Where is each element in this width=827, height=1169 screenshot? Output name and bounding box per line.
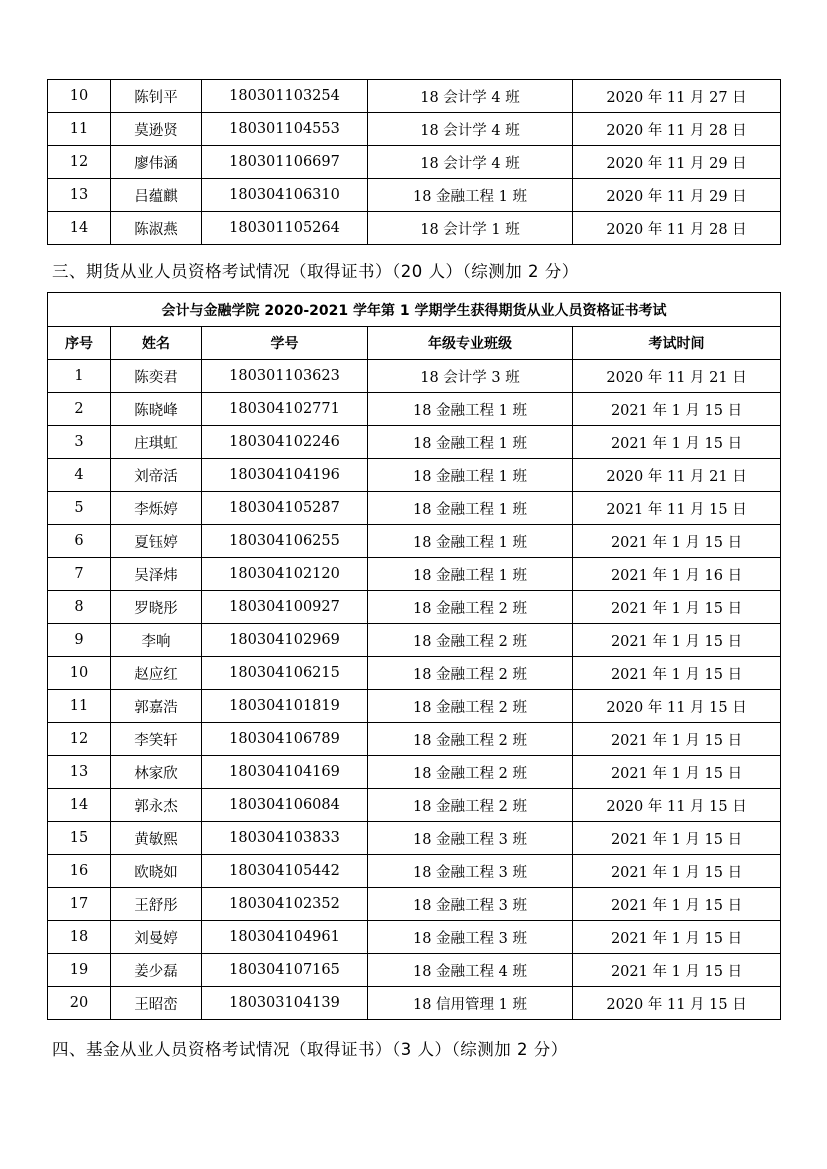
cell-date: 2021 年 1 月 15 日 (573, 624, 781, 657)
cell-no: 7 (48, 558, 111, 591)
cell-name: 廖伟涵 (111, 146, 202, 179)
cell-name: 林家欣 (111, 756, 202, 789)
table-row (48, 756, 781, 789)
cell-no: 17 (48, 888, 111, 921)
cell-class: 18 金融工程 2 班 (368, 657, 573, 690)
cell-name: 刘曼婷 (111, 921, 202, 954)
cell-class: 18 金融工程 2 班 (368, 591, 573, 624)
cell-name: 夏钰婷 (111, 525, 202, 558)
cell-date: 2021 年 11 月 15 日 (573, 492, 781, 525)
cell-date: 2021 年 1 月 15 日 (573, 525, 781, 558)
cell-name: 罗晓彤 (111, 591, 202, 624)
cell-student-id: 180304102969 (202, 624, 368, 657)
previous-exam-table (47, 79, 781, 245)
cell-date: 2020 年 11 月 29 日 (573, 179, 781, 212)
cell-date: 2020 年 11 月 27 日 (573, 80, 781, 113)
section-4-heading: 四、基金从业人员资格考试情况（取得证书）（3 人）（综测加 2 分） (52, 1040, 568, 1059)
table-row (48, 492, 781, 525)
cell-name: 吕蕴麒 (111, 179, 202, 212)
table-row (48, 855, 781, 888)
cell-name: 王舒彤 (111, 888, 202, 921)
cell-no: 11 (48, 690, 111, 723)
cell-class: 18 会计学 4 班 (368, 80, 573, 113)
header-no: 序号 (48, 327, 111, 360)
table-row (48, 459, 781, 492)
table-row (48, 723, 781, 756)
cell-student-id: 180304107165 (202, 954, 368, 987)
cell-date: 2020 年 11 月 15 日 (573, 987, 781, 1020)
table-row (48, 179, 781, 212)
cell-date: 2021 年 1 月 15 日 (573, 756, 781, 789)
cell-name: 王昭峦 (111, 987, 202, 1020)
cell-class: 18 金融工程 1 班 (368, 179, 573, 212)
table-row (48, 146, 781, 179)
cell-name: 李烁婷 (111, 492, 202, 525)
cell-student-id: 180304106215 (202, 657, 368, 690)
cell-name: 庄琪虹 (111, 426, 202, 459)
cell-no: 11 (48, 113, 111, 146)
cell-name: 李笑轩 (111, 723, 202, 756)
cell-no: 19 (48, 954, 111, 987)
cell-date: 2021 年 1 月 15 日 (573, 954, 781, 987)
cell-class: 18 金融工程 3 班 (368, 921, 573, 954)
cell-student-id: 180301103623 (202, 360, 368, 393)
cell-student-id: 180301105264 (202, 212, 368, 245)
cell-student-id: 180301103254 (202, 80, 368, 113)
cell-date: 2020 年 11 月 21 日 (573, 360, 781, 393)
cell-no: 10 (48, 657, 111, 690)
cell-no: 14 (48, 789, 111, 822)
table-row (48, 888, 781, 921)
cell-student-id: 180301106697 (202, 146, 368, 179)
cell-no: 5 (48, 492, 111, 525)
cell-no: 18 (48, 921, 111, 954)
futures-qualification-table (47, 292, 781, 1020)
cell-name: 欧晓如 (111, 855, 202, 888)
table-row (48, 690, 781, 723)
cell-student-id: 180304105287 (202, 492, 368, 525)
cell-student-id: 180304102246 (202, 426, 368, 459)
cell-student-id: 180301104553 (202, 113, 368, 146)
cell-no: 6 (48, 525, 111, 558)
cell-date: 2021 年 1 月 15 日 (573, 921, 781, 954)
cell-no: 13 (48, 756, 111, 789)
cell-no: 12 (48, 146, 111, 179)
cell-student-id: 180304103833 (202, 822, 368, 855)
cell-no: 16 (48, 855, 111, 888)
table-row (48, 954, 781, 987)
header-date: 考试时间 (573, 327, 781, 360)
cell-date: 2021 年 1 月 15 日 (573, 393, 781, 426)
table-row (48, 360, 781, 393)
cell-date: 2021 年 1 月 15 日 (573, 426, 781, 459)
table-row (48, 426, 781, 459)
cell-name: 郭嘉浩 (111, 690, 202, 723)
cell-name: 姜少磊 (111, 954, 202, 987)
cell-class: 18 金融工程 4 班 (368, 954, 573, 987)
cell-class: 18 金融工程 2 班 (368, 690, 573, 723)
cell-student-id: 180304105442 (202, 855, 368, 888)
table-row (48, 624, 781, 657)
cell-date: 2020 年 11 月 28 日 (573, 113, 781, 146)
cell-student-id: 180304100927 (202, 591, 368, 624)
cell-student-id: 180304102771 (202, 393, 368, 426)
section-3-heading: 三、期货从业人员资格考试情况（取得证书）（20 人）（综测加 2 分） (52, 262, 579, 281)
cell-class: 18 金融工程 1 班 (368, 393, 573, 426)
cell-name: 赵应红 (111, 657, 202, 690)
cell-class: 18 金融工程 3 班 (368, 822, 573, 855)
header-name: 姓名 (111, 327, 202, 360)
previous-exam-table-body (48, 80, 781, 245)
cell-date: 2021 年 1 月 15 日 (573, 591, 781, 624)
cell-class: 18 会计学 4 班 (368, 113, 573, 146)
table-row (48, 212, 781, 245)
table-row (48, 393, 781, 426)
cell-no: 4 (48, 459, 111, 492)
table-row (48, 558, 781, 591)
cell-no: 10 (48, 80, 111, 113)
cell-student-id: 180304106789 (202, 723, 368, 756)
cell-name: 郭永杰 (111, 789, 202, 822)
cell-date: 2021 年 1 月 15 日 (573, 855, 781, 888)
cell-class: 18 会计学 1 班 (368, 212, 573, 245)
cell-class: 18 金融工程 3 班 (368, 888, 573, 921)
cell-date: 2020 年 11 月 15 日 (573, 789, 781, 822)
cell-date: 2020 年 11 月 28 日 (573, 212, 781, 245)
cell-no: 8 (48, 591, 111, 624)
cell-no: 2 (48, 393, 111, 426)
cell-date: 2021 年 1 月 15 日 (573, 723, 781, 756)
cell-name: 刘帝活 (111, 459, 202, 492)
cell-name: 黄敏熙 (111, 822, 202, 855)
cell-no: 13 (48, 179, 111, 212)
cell-student-id: 180303104139 (202, 987, 368, 1020)
cell-student-id: 180304106084 (202, 789, 368, 822)
table-header-row (48, 327, 781, 360)
table-title-row (48, 293, 781, 327)
cell-student-id: 180304102352 (202, 888, 368, 921)
table-row (48, 80, 781, 113)
cell-student-id: 180304106310 (202, 179, 368, 212)
futures-table-body (48, 360, 781, 1020)
cell-class: 18 金融工程 1 班 (368, 492, 573, 525)
cell-no: 1 (48, 360, 111, 393)
table-row (48, 822, 781, 855)
table-row (48, 657, 781, 690)
cell-name: 吴泽炜 (111, 558, 202, 591)
cell-class: 18 金融工程 2 班 (368, 624, 573, 657)
table-row (48, 921, 781, 954)
cell-student-id: 180304104169 (202, 756, 368, 789)
table-row (48, 525, 781, 558)
cell-class: 18 金融工程 1 班 (368, 459, 573, 492)
cell-class: 18 金融工程 1 班 (368, 525, 573, 558)
cell-student-id: 180304102120 (202, 558, 368, 591)
cell-date: 2021 年 1 月 16 日 (573, 558, 781, 591)
cell-class: 18 金融工程 2 班 (368, 789, 573, 822)
cell-class: 18 金融工程 2 班 (368, 756, 573, 789)
cell-date: 2021 年 1 月 15 日 (573, 822, 781, 855)
cell-student-id: 180304106255 (202, 525, 368, 558)
header-class: 年级专业班级 (368, 327, 573, 360)
cell-date: 2021 年 1 月 15 日 (573, 657, 781, 690)
cell-class: 18 金融工程 1 班 (368, 426, 573, 459)
cell-no: 3 (48, 426, 111, 459)
cell-date: 2021 年 1 月 15 日 (573, 888, 781, 921)
cell-date: 2020 年 11 月 21 日 (573, 459, 781, 492)
cell-name: 陈淑燕 (111, 212, 202, 245)
cell-no: 12 (48, 723, 111, 756)
cell-name: 陈钊平 (111, 80, 202, 113)
cell-no: 20 (48, 987, 111, 1020)
table-row (48, 987, 781, 1020)
cell-class: 18 信用管理 1 班 (368, 987, 573, 1020)
cell-name: 李响 (111, 624, 202, 657)
cell-no: 9 (48, 624, 111, 657)
cell-student-id: 180304101819 (202, 690, 368, 723)
cell-no: 14 (48, 212, 111, 245)
cell-class: 18 会计学 3 班 (368, 360, 573, 393)
cell-student-id: 180304104196 (202, 459, 368, 492)
table-title: 会计与金融学院 2020-2021 学年第 1 学期学生获得期货从业人员资格证书考试 (48, 293, 781, 327)
cell-name: 莫逊贤 (111, 113, 202, 146)
table-row (48, 113, 781, 146)
cell-name: 陈晓峰 (111, 393, 202, 426)
table-row (48, 789, 781, 822)
table-row (48, 591, 781, 624)
cell-date: 2020 年 11 月 15 日 (573, 690, 781, 723)
cell-name: 陈奕君 (111, 360, 202, 393)
cell-class: 18 金融工程 1 班 (368, 558, 573, 591)
header-student-id: 学号 (202, 327, 368, 360)
cell-student-id: 180304104961 (202, 921, 368, 954)
cell-no: 15 (48, 822, 111, 855)
cell-date: 2020 年 11 月 29 日 (573, 146, 781, 179)
cell-class: 18 金融工程 2 班 (368, 723, 573, 756)
cell-class: 18 会计学 4 班 (368, 146, 573, 179)
cell-class: 18 金融工程 3 班 (368, 855, 573, 888)
